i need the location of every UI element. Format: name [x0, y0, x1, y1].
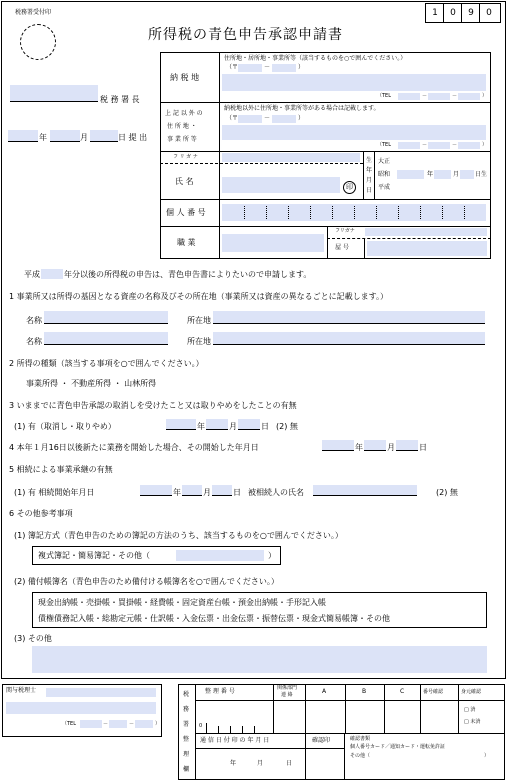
s1-name-input-2[interactable] — [44, 332, 168, 345]
other-tel-b[interactable] — [428, 142, 450, 149]
s1-loc-label: 所在地 — [187, 337, 211, 346]
noze-label: 納 税 地 — [170, 73, 200, 82]
name-label: 氏 名 — [175, 177, 194, 186]
s5-month-input[interactable] — [182, 485, 202, 496]
other-notes-input[interactable] — [32, 646, 487, 673]
tel-label: （TEL — [377, 93, 391, 99]
era-showa: 昭和 — [378, 171, 391, 178]
other-note: 納税地以外に住所地・事業所等がある場合は記載します。 — [224, 105, 380, 112]
other-address-input[interactable] — [222, 125, 486, 140]
birth-day-input[interactable] — [460, 170, 474, 179]
mimoto-label: 身元確認 — [461, 689, 482, 695]
s5-day-label: 日 — [233, 488, 241, 497]
birth-label: 月 — [366, 177, 373, 184]
noze-postal-a[interactable] — [238, 64, 262, 72]
seiri-label: 整 理 番 号 — [205, 688, 235, 695]
birth-month-label: 月 — [453, 171, 460, 178]
footer-day: 日 — [286, 760, 293, 767]
s3-month-input[interactable] — [206, 419, 228, 430]
date-year-label: 年 — [39, 133, 47, 142]
postal-mark: （〒 — [226, 115, 239, 122]
s4-month-label: 月 — [387, 443, 395, 452]
office-col-char: 整 — [183, 736, 190, 743]
s1-name-label: 名称 — [26, 316, 42, 325]
s5-month-label: 月 — [203, 488, 211, 497]
section-4: 4 本年１月16日以後新たに業務を開始した場合、その開始した年月日 — [9, 443, 259, 452]
bookkeeping-close: ） — [268, 551, 276, 560]
s4-month-input[interactable] — [364, 440, 386, 451]
era-heisei: 平成 — [378, 184, 391, 191]
s5-heir-input[interactable] — [313, 485, 417, 496]
s3-month-label: 月 — [229, 422, 237, 431]
acc-tel-b[interactable] — [109, 720, 127, 728]
tel-label: （TEL — [377, 142, 391, 148]
s4-year-input[interactable] — [322, 440, 354, 451]
bango-label: 番号確認 — [423, 689, 444, 695]
tel-dash: － — [452, 142, 458, 148]
postal-dash: － — [264, 115, 271, 122]
tax-office-suffix: 税 務 署 長 — [100, 95, 140, 104]
s5-year-label: 年 — [173, 488, 181, 497]
other-postal-b[interactable] — [272, 115, 296, 123]
s4-day-input[interactable] — [396, 440, 418, 451]
furigana2-label: フリガナ — [335, 228, 355, 234]
form-digit: 0 — [486, 8, 492, 18]
tsushin-label: 通 信 日 付 印 の 年 月 日 — [200, 737, 270, 744]
footer-year: 年 — [230, 760, 237, 767]
noze-note: 住所地・居所地・事業所等（該当するものを○で囲んでください。） — [224, 55, 407, 62]
submit-month-input[interactable] — [50, 130, 80, 142]
intro-year-input[interactable] — [41, 269, 63, 279]
doc-line-2: その他（ — [350, 753, 371, 759]
other-tel-a[interactable] — [398, 142, 420, 149]
s3-year-input[interactable] — [166, 419, 196, 430]
accountant-addr-input[interactable] — [6, 702, 156, 714]
date-day-label: 日 提 出 — [118, 133, 148, 142]
footer-month: 月 — [257, 760, 264, 767]
s5-yes: (1) 有 相続開始年月日 — [14, 488, 95, 497]
office-col-char: 務 — [183, 706, 190, 713]
misumi-check[interactable]: □ 未済 — [464, 719, 481, 725]
s6-3: (3) その他 — [14, 634, 52, 643]
form-digit: 1 — [432, 8, 438, 18]
other-postal-a[interactable] — [238, 115, 262, 123]
s3-day-input[interactable] — [238, 419, 260, 430]
s4-day-label: 日 — [419, 443, 427, 452]
s5-heir-label: 被相続人の氏名 — [248, 488, 304, 497]
trade-furigana-input[interactable] — [365, 228, 487, 236]
birth-label: 年 — [366, 167, 373, 174]
accountant-input[interactable] — [46, 688, 156, 697]
office-col-char: 理 — [183, 751, 190, 758]
s2-items: 事業所得 ・ 不動産所得 ・ 山林所得 — [26, 379, 157, 388]
name-input[interactable] — [222, 177, 340, 193]
birth-day-label: 日生 — [475, 171, 488, 178]
birth-month-input[interactable] — [434, 170, 451, 179]
kakunin-label: 確認印 — [312, 737, 331, 744]
tel-close: ） — [482, 142, 488, 148]
other-tel-c[interactable] — [458, 142, 480, 149]
section-2: 2 所得の種類（該当する事項を○で囲んでください。） — [9, 359, 204, 368]
mynumber-label: 個 人 番 号 — [166, 208, 206, 217]
doc-line-1: 個人番号カード／通知カード・運転免許証 — [350, 744, 446, 750]
noze-tel-b[interactable] — [428, 93, 450, 100]
s1-name-label: 名称 — [26, 337, 42, 346]
trade-name-label: 屋 号 — [335, 244, 349, 251]
s6-1: (1) 簿記方式（青色申告のための簿記の方法のうち、該当するものを○で囲んでください。） — [14, 531, 343, 540]
postal-close: ） — [298, 115, 305, 122]
acc-tel-c[interactable] — [135, 720, 153, 728]
submit-day-input[interactable] — [90, 130, 118, 142]
noze-address-input[interactable] — [222, 74, 486, 91]
section-1: 1 事業所又は所得の基因となる資産の名称及びその所在地（事業所又は資産の異なるごとに記載します。） — [9, 292, 388, 301]
accountant-label: 関与税理士 — [6, 687, 37, 694]
form-digit: 0 — [450, 8, 456, 18]
s6-2: (2) 備付帳簿名（青色申告のため備付ける帳簿名を○で囲んでください。） — [14, 577, 279, 586]
birth-year-input[interactable] — [397, 170, 424, 179]
section-3: 3 いままでに青色申告承認の取消しを受けたこと又は取りやめをしたことの有無 — [9, 401, 297, 410]
tax-office-input[interactable] — [10, 85, 98, 102]
section-6: 6 その他参考事項 — [9, 509, 73, 518]
renraku-label: 連 絡 — [281, 692, 293, 698]
office-col-char: 欄 — [183, 766, 190, 773]
s3-no: (2) 無 — [276, 422, 298, 431]
ledger-line-2[interactable]: 債権債務記入帳・総勘定元帳・仕訳帳・入金伝票・出金伝票・振替伝票・現金式簡易帳簿・その他 — [38, 614, 390, 623]
intro-post: 年分以後の所得税の申告は、青色申告書によりたいので申請します。 — [64, 270, 312, 279]
acc-tel-close: ） — [155, 721, 161, 727]
s1-loc-label: 所在地 — [187, 316, 211, 325]
bookkeeping-other-input[interactable] — [176, 550, 264, 561]
submit-year-input[interactable] — [8, 130, 38, 142]
birth-label: 生 — [366, 157, 373, 164]
tel-close: ） — [482, 93, 488, 99]
acc-tel-label: （TEL — [62, 721, 76, 727]
bookkeeping-options[interactable]: 複式簿記・簡易簿記・その他（ — [38, 551, 150, 560]
furigana-label: フ リ ガ ナ — [173, 154, 198, 160]
noze-tel-c[interactable] — [458, 93, 480, 100]
tel-dash: － — [422, 93, 428, 99]
era-taisho: 大正 — [378, 158, 391, 165]
s3-year-label: 年 — [197, 422, 205, 431]
ledger-line-1[interactable]: 現金出納帳・売掛帳・買掛帳・経費帳・固定資産台帳・預金出納帳・手形記入帳 — [38, 598, 326, 607]
stamp-label: 税務署受付印 — [15, 9, 52, 16]
occupation-label: 職 業 — [177, 238, 196, 247]
s5-year-input[interactable] — [140, 485, 172, 496]
col-a: A — [322, 688, 327, 695]
form-digit: 9 — [468, 8, 474, 18]
s3-day-label: 日 — [261, 422, 269, 431]
date-month-label: 月 — [80, 133, 88, 142]
s1-loc-input-2[interactable] — [213, 332, 485, 345]
other-label: 上 記 以 外 の — [165, 110, 203, 117]
col-c: C — [400, 688, 405, 695]
name-furigana-input[interactable] — [222, 153, 360, 162]
kankei-label: 関係部門 — [277, 685, 298, 691]
zero-label: 0 — [199, 723, 203, 729]
tel-dash: － — [452, 93, 458, 99]
birth-year-label: 年 — [427, 171, 434, 178]
birth-label: 日 — [366, 187, 373, 194]
postal-mark: （〒 — [226, 64, 239, 71]
s1-name-input-1[interactable] — [44, 311, 168, 324]
doc-label: 確認書類 — [350, 736, 371, 742]
page-title: 所得税の青色申告承認申請書 — [148, 27, 343, 43]
office-table — [178, 684, 505, 780]
office-col-char: 署 — [183, 721, 190, 728]
postal-dash: － — [264, 64, 271, 71]
acc-tel-dash: － — [103, 721, 109, 727]
s1-loc-input-1[interactable] — [213, 311, 485, 324]
acc-tel-dash: － — [129, 721, 135, 727]
occupation-input[interactable] — [222, 234, 324, 252]
s4-year-label: 年 — [355, 443, 363, 452]
seal-mark: 印 — [343, 181, 356, 194]
other-label: 住 所 地 ・ — [167, 123, 197, 130]
s3-yes: (1) 有（取消し・取りやめ） — [14, 422, 116, 431]
s5-day-input[interactable] — [212, 485, 232, 496]
intro-pre: 平成 — [24, 270, 40, 279]
section-5: 5 相続による事業承継の有無 — [9, 465, 113, 474]
stamp-circle — [20, 24, 56, 60]
postal-close: ） — [298, 64, 305, 71]
tel-dash: － — [422, 142, 428, 148]
noze-tel-a[interactable] — [398, 93, 420, 100]
sumi-check[interactable]: □ 済 — [464, 707, 476, 713]
s5-no: (2) 無 — [436, 488, 458, 497]
noze-postal-b[interactable] — [272, 64, 296, 72]
col-b: B — [362, 688, 367, 695]
doc-close: ） — [484, 753, 490, 759]
office-col-char: 税 — [183, 691, 190, 698]
trade-name-input[interactable] — [367, 241, 487, 256]
other-label: 事 業 所 等 — [167, 136, 197, 143]
acc-tel-a[interactable] — [80, 720, 102, 728]
